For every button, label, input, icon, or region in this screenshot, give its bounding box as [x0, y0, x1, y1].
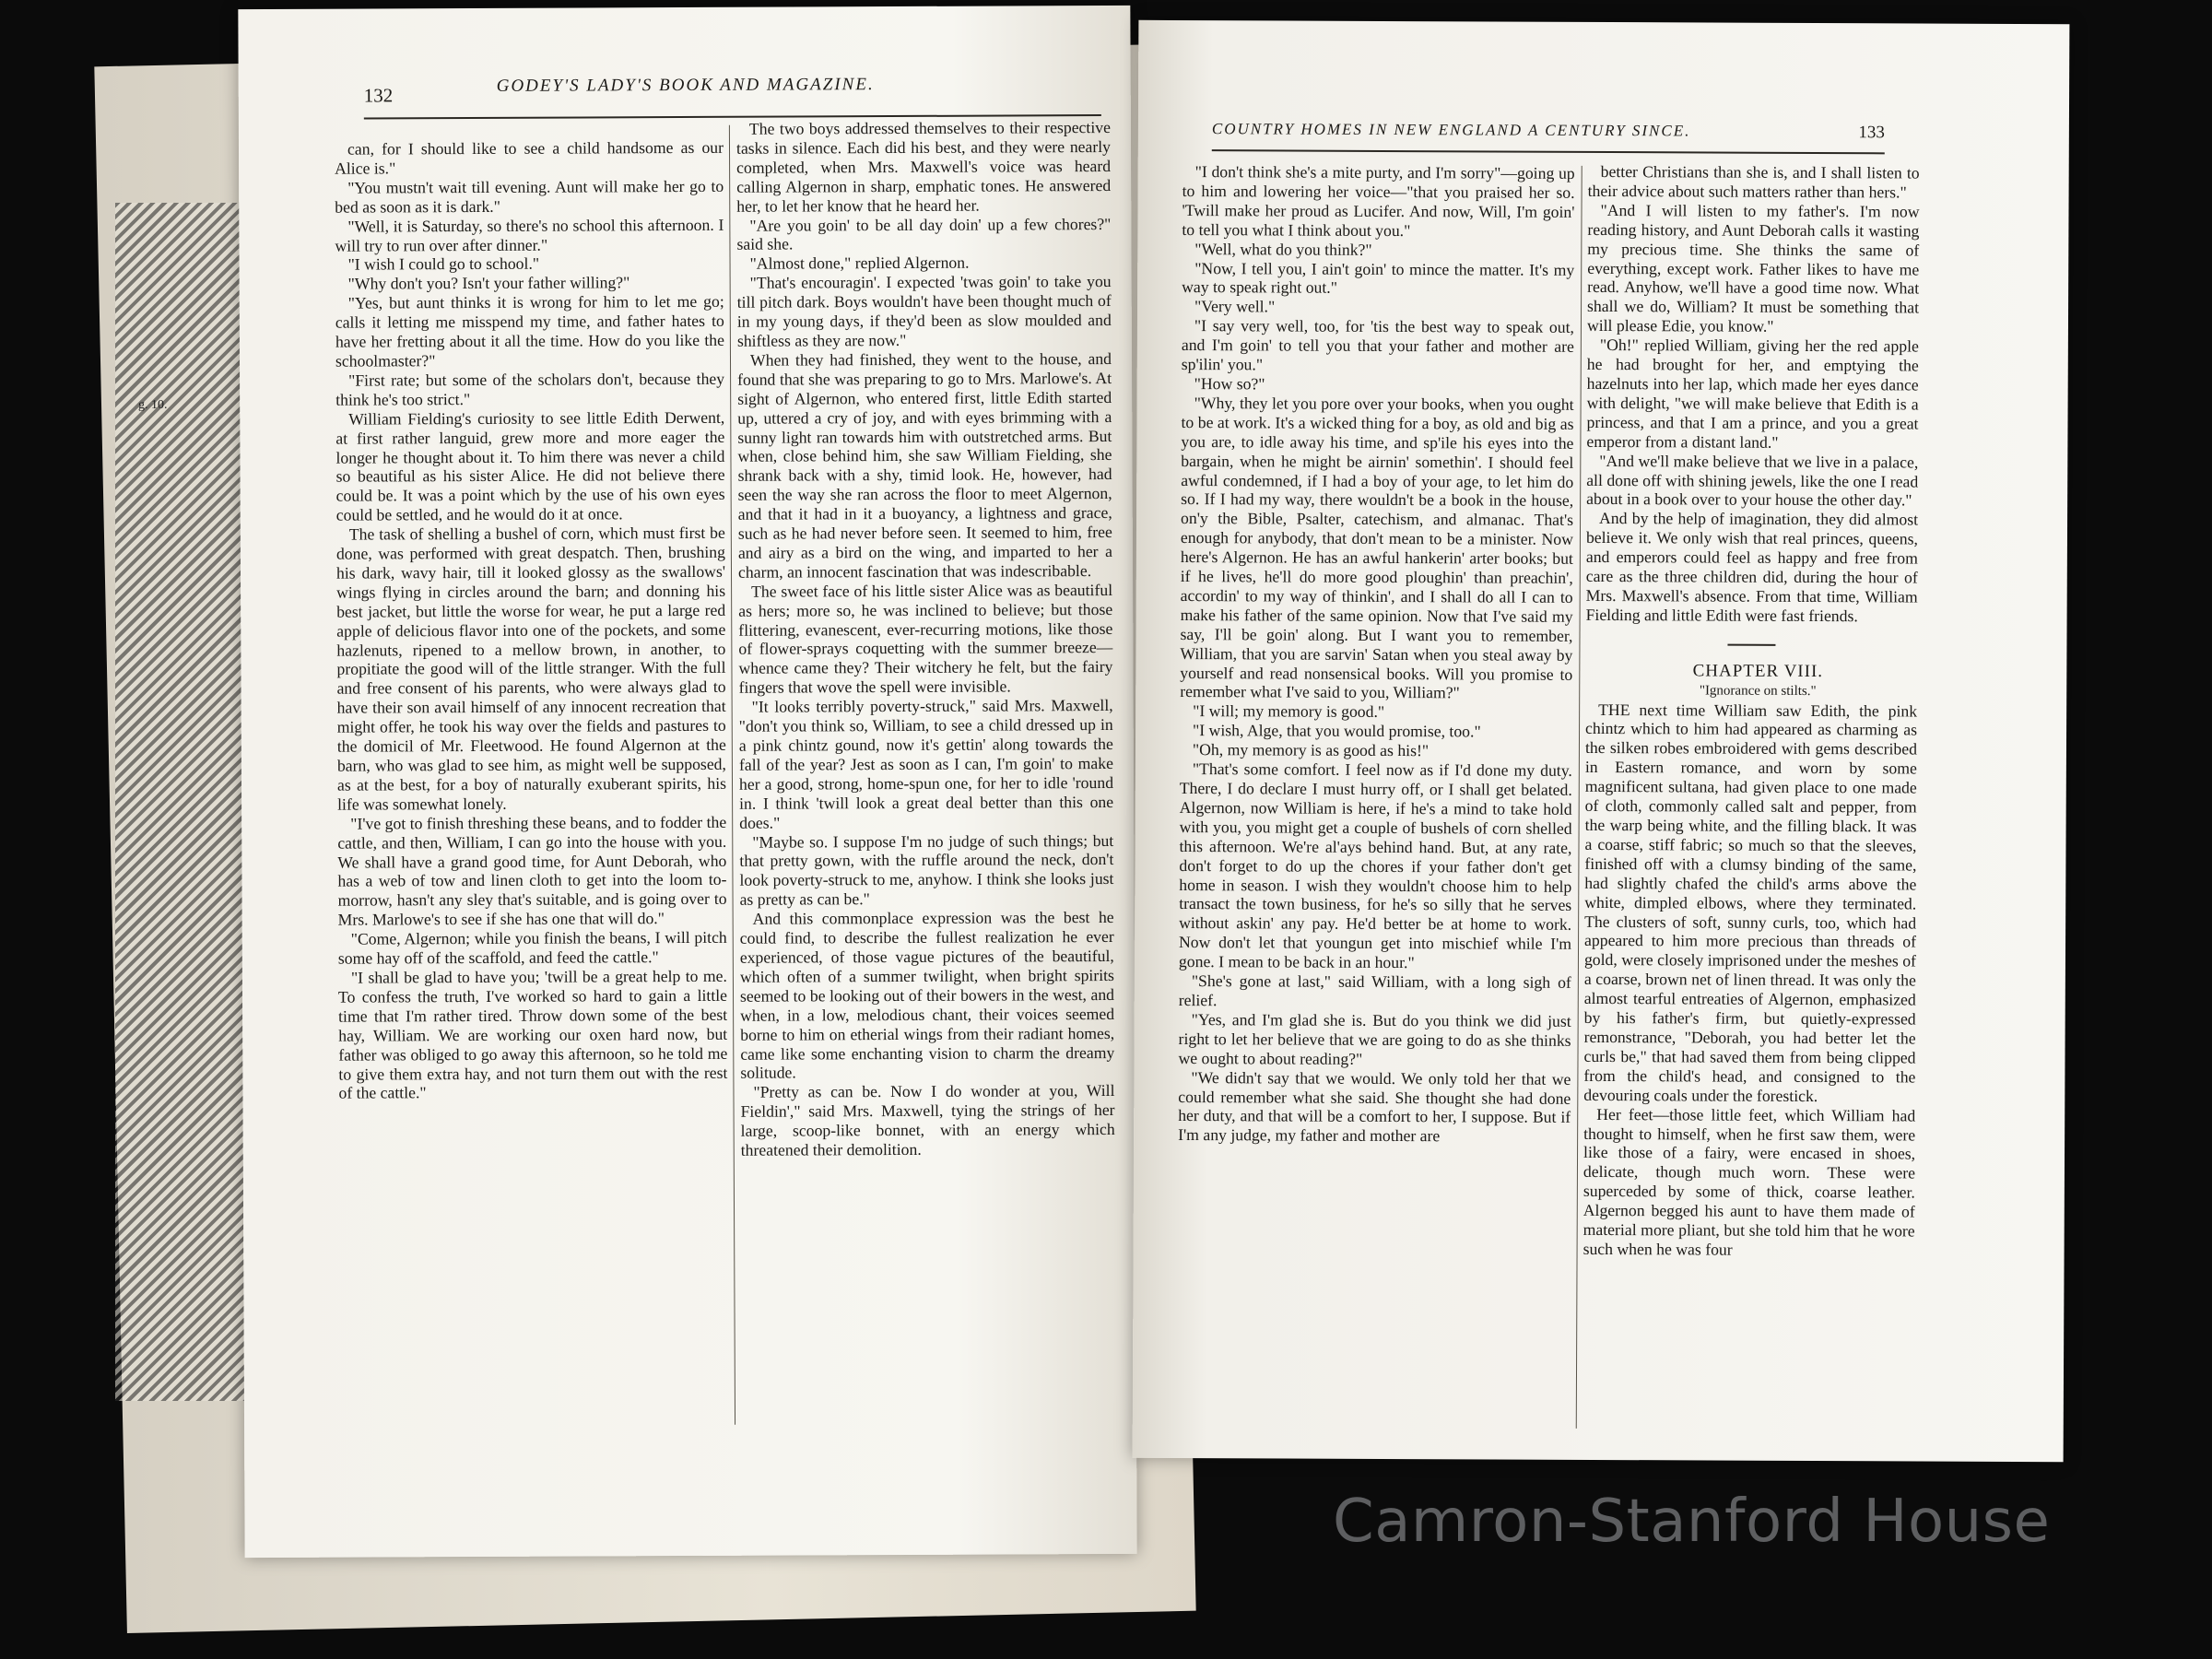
- figure-label: g. 10.: [138, 398, 168, 412]
- paragraph: better Christians than she is, and I shall listen to their advice about such matters rather than hers.": [1587, 161, 1920, 202]
- paragraph: "Well, it is Saturday, so there's no school this afternoon. I will try to run over after dinner.": [335, 215, 724, 255]
- column-text-before-chapter: [1586, 162, 1920, 626]
- paragraph: "Why don't you? Isn't your father willing?": [347, 273, 630, 293]
- running-title: COUNTRY HOMES IN NEW ENGLAND A CENTURY SINCE.: [1211, 120, 1691, 140]
- paragraph: "I will; my memory is good.": [1193, 701, 1385, 722]
- paragraph: "And we'll make believe that we live in a palace, all done off with shining jewels, like the one I read about in a book over to your house the other day.": [1586, 451, 1919, 510]
- paragraph: "Now, I tell you, I ain't goin' to mince the matter. It's my way to speak right out.": [1182, 258, 1575, 298]
- right-column-2: [1583, 162, 1920, 1427]
- right-page-header: [1212, 116, 1885, 154]
- paragraph: The two boys addressed themselves to their respective tasks in silence. Each did his best, and they were nearly completed, when Mrs. Maxwell's voice was heard calling Algernon in sharp, emphatic tones. He answered her, to let her know that he heard her.: [735, 117, 1112, 216]
- paragraph: When they had finished, they went to the house, and found that she was preparing to go to Mrs. Marlowe's. At sight of Algernon, who entered first, little Edith started up, uttered a cry of joy, and with eyes brimming with a sunny light ran towards him with outstretched arms. But when, close behind him, she saw William Fielding, she shrank back with a shy, timid look. He, however, had seen the way she ran across the floor to meet Algernon, and that it had in it a buoyancy, a lightness and grace, such as he had never before seen. It seemed to him, free and airy as a bird on the wing, and imparted to her a charm, an innocent fascination that was indescribable.: [737, 348, 1112, 582]
- paragraph: "I wish, Alge, that you would promise, too.": [1193, 721, 1481, 741]
- paragraph: "You mustn't wait till evening. Aunt will make her go to bed as soon as it is dark.": [335, 176, 724, 217]
- paragraph: "Why, they let you pore over your books, when you ought to be at work. It's a wicked thing for a boy, as old and big as you are, to idle away his time, and sp'ile his eyes into the bargain, when he might be airnin' somethin'. I should feel awful condemned, if I had a boy of your age, to let him do so. If I had my way, there wouldn't be a book in the house, on'y the Bible, Psalter, catechism, and almanac. That's enough for anybody, that don't mean to be a minister. Now here's Algernon. He has an awful hankerin' arter books; but if he lives, he'll do more good ploughin' than preachin', accordin' to my way of thinkin', and I shall do all I can to make his father of the same opinion. Now that I've said my say, I'll be goin' along. But I want you to remember, William, that you are sarvin' Satan when you steal away by yourself and read nonsensical books. Will you promise to remember what I've said to you, William?": [1180, 393, 1574, 702]
- page-number: 133: [1858, 123, 1885, 143]
- paragraph: "It looks terribly poverty-struck," said Mrs. Maxwell, "don't you think so, William, to see a child dressed up in a pink chintz gound, now it's gettin' along towards the fall of the year? Jest as soon as I can, I'm goin' to make her a good, strong, home-spun one, for her to idle 'round in. I think 'twill look a great deal better than this one does.": [738, 696, 1114, 832]
- column-divider: [729, 125, 735, 1425]
- paragraph: And this commonplace expression was the best he could find, to describe the fullest realization he ever experienced, of those vague pictures of the beautiful, which often of a summer twilight, when bright spirits seemed to be looking out of their bowers in the west, and when, in a low, melodious chant, their voices seemed borne to him on etherial wings from their radiant homes, came like some enchanting vision to charm the dreamy solitude.: [739, 908, 1115, 1083]
- paragraph: "That's encouragin'. I expected 'twas goin' to take you till pitch dark. Boys wouldn't have been thought much of in my young days, if they'd been as slow moulded and shiftless as they are now.": [736, 272, 1112, 350]
- watermark: Camron-Stanford House: [1333, 1488, 2051, 1556]
- left-column-2: [736, 118, 1116, 1429]
- column-text-after-chapter: [1583, 700, 1918, 1260]
- paragraph: "I don't think she's a mite purty, and I'm sorry"—going up to him and lowering her voice—"that you praised her so. 'Twill make her proud as Lucifer. And now, Will, I'm goin' to tell you what I think about you.": [1182, 162, 1575, 240]
- paragraph: "And I will listen to my father's. I'm now reading history, and Aunt Deborah calls it wasting my precious time. She thinks the same of everything, except work. Father likes to have me read. Anyhow, we'll have a good time now. What shall we do, William? It must be something that will please Edie, you know.": [1586, 200, 1920, 336]
- paragraph: THE next time William saw Edith, the pink chintz which to him had appeared as charming as the silken robes embroidered with gems described in Eastern romance, and worn by some magnificent sultana, had given place to one made of cloth, commonly called salt and pepper, from the warp being white, and the filling black. It was a coarse, stiff fabric; so much so that the sleeves, finished off with a clumsy binding of the same, had slightly chafed the child's arms above the white, dimpled elbows, where they terminated. The clusters of soft, sunny curls, too, which had appeared to him more precious than threads of gold, were closely imprisoned under the meshes of a coarse, brown net of linen thread. It was only the almost tearful entreaties of Algernon, emphasized by his father's firm, but quietly-expressed remonstrance, "Deborah, you had better let the curls be," that had saved them from being clipped from the child's head, and consigned to the devouring coals under the forestick.: [1583, 700, 1918, 1105]
- paragraph: "I say very well, too, for 'tis the best way to speak out, and I'm goin' to tell you that your father and mother are sp'ilin' you.": [1181, 316, 1575, 374]
- paragraph: "Very well.": [1194, 297, 1276, 316]
- column-divider: [1576, 166, 1583, 1429]
- paragraph: "Maybe so. I suppose I'm no judge of such things; but that pretty gown, with the ruffle around the neck, don't look poverty-struck to me, anyhow. I think she looks just as pretty as can be.": [739, 830, 1114, 910]
- paragraph: The sweet face of his little sister Alice was as beautiful as hers; more so, he was inclined to believe; but those flittering, evanescent, ever-recurring motions, like those of flower-sprays coquetting with the summer breeze—whence came they? Their witchery he felt, but the fairy fingers that wove the spell were invisible.: [738, 580, 1113, 698]
- right-page: [1133, 20, 2070, 1462]
- paragraph: "Yes, but aunt thinks it is wrong for him to let me go; calls it letting me misspend my time, and father hates to have her fretting about it all the time. How do you like the schoolmaster?": [335, 292, 724, 371]
- paragraph: "I wish I could go to school.": [347, 254, 540, 275]
- paragraph: "How so?": [1194, 374, 1265, 394]
- paragraph: "I've got to finish threshing these beans, and to fodder the cattle, and then, William, I can go into the house with you. We shall have a grand good time, for Aunt Deborah, who has a web of tow and linen cloth to get into the loom to-morrow, hasn't any sley that's suitable, and is going over to Mrs. Marlowe's to see if she has one that will do.": [337, 812, 727, 929]
- left-page: [238, 6, 1136, 1558]
- left-page-header: [364, 77, 1101, 119]
- paragraph: "That's some comfort. I feel now as if I'd done my duty. There, I do declare I must hurry off, or I shall get belated. Algernon, now William is here, if he's a mind to take hold with you, you might get a couple of bushels of corn shelled this afternoon. We're al'ays behind hand. But, at any rate, don't forget to do up the chores if your father don't get home in season. I wish they wouldn't choose him to help transact the town business, for he's so silly that he serves without askin' any pay. He'd better be at home to work. Now don't let that youngun get into mischief while I'm gone. I mean to be back in an hour.": [1178, 759, 1572, 972]
- paragraph: William Fielding's curiosity to see little Edith Derwent, at first rather languid, grew more and more eager the longer he thought about it. To him there was never a child so beautiful as his sister Alice. He did not believe there could be. It was a point which by the use of his own eyes could be settled, and he would do it at once.: [335, 407, 725, 524]
- paragraph: can, for I should like to see a child handsome as our Alice is.": [335, 137, 724, 178]
- paragraph: "Well, what do you think?": [1194, 239, 1372, 259]
- paragraph: The task of shelling a bushel of corn, which must first be done, was performed with great despatch. Then, brushing his dark, wavy hair, till it looked glossy as the swallows' wings flying in circles around the barn; and donning his best jacket, but little the worse for wear, he put a large red apple of delicious flavor into one of the pockets, and some hazlenuts, ripened to a mellow brown, in another, to propitiate the good will of the little stranger. With the full and free consent of his parents, who were always glad to have their son avail himself of any innocent recreation that might offer, he took his way over the fields and pastures to the domicil of Mr. Fleetwood. He found Algernon at the barn, who was glad to see him, as might well be supposed, as at the best, for a boy of naturally exuberant spirits, his life was somewhat lonely.: [335, 523, 727, 814]
- running-title: GODEY'S LADY'S BOOK AND MAGAZINE.: [496, 75, 875, 96]
- paragraph: "Oh!" replied William, giving her the red apple he had brought for her, and emptying the hazelnuts into her lap, which made her eyes dance with delight, "we will make believe that Edith is a princess, and that I am a prince, and you a great emperor from a distant land.": [1586, 335, 1919, 452]
- chapter-rule: [1727, 643, 1775, 645]
- paragraph: "She's gone at last," said William, with a long sigh of relief.: [1178, 971, 1571, 1010]
- paragraph: "Pretty as can be. Now I do wonder at you, Will Fieldin'," said Mrs. Maxwell, tying the strings of her large, scoop-like bonnet, with an energy which threatened their demolition.: [740, 1081, 1115, 1159]
- paragraph: "Almost done," replied Algernon.: [749, 253, 970, 274]
- paragraph: "Come, Algernon; while you finish the beans, I will pitch some hay off of the scaffold, and feed the cattle.": [337, 927, 727, 968]
- paragraph: "Oh, my memory is as good as his!": [1192, 740, 1430, 760]
- left-column-1: [335, 138, 729, 1430]
- paragraph: "We didn't say that we would. We only told her that we could remember what she said. She thought she had done her duty, and that will be a comfort to her, I suppose. But if I'm any judge, my father and mother are: [1178, 1067, 1571, 1146]
- paragraph: And by the help of imagination, they did almost believe it. We only wish that real princes, queens, and emperors could feel as happy and free from care as the three children did, during the hour of Mrs. Maxwell's absence. From that time, William Fielding and little Edith were fast friends.: [1585, 509, 1919, 626]
- paragraph: "I shall be glad to have you; 'twill be a great help to me. To confess the truth, I've worked so hard to gain a little time that I'm rather tired. Throw down some of the best hay, William. We are working our oxen hard now, but father was obliged to go away this afternoon, so he told me to give them extra hay, and not turn them out with the rest of the cattle.": [337, 966, 728, 1103]
- paragraph: "Are you goin' to be all day doin' up a few chores?" said she.: [736, 214, 1112, 254]
- right-column-1: [1177, 162, 1575, 1427]
- paragraph: "Yes, and I'm glad she is. But do you think we did just right to let her believe that we are going to do as she thinks we ought to about reading?": [1178, 1009, 1571, 1068]
- paragraph: "First rate; but some of the scholars don't, because they think he's too strict.": [335, 369, 725, 409]
- chapter-title: CHAPTER VIII.: [1692, 661, 1824, 681]
- chapter-subtitle: "Ignorance on stilts.": [1699, 683, 1817, 699]
- paragraph: Her feet—those little feet, which William had thought to himself, when he first saw them, were like those of a fairy, were encased in shoes, delicate, though much worn. These were superceded by some of thick, coarse leather. Algernon begged his aunt to have them made of material more pliant, but she told him that he wore such when he was four: [1583, 1104, 1916, 1259]
- page-number: 132: [363, 84, 394, 107]
